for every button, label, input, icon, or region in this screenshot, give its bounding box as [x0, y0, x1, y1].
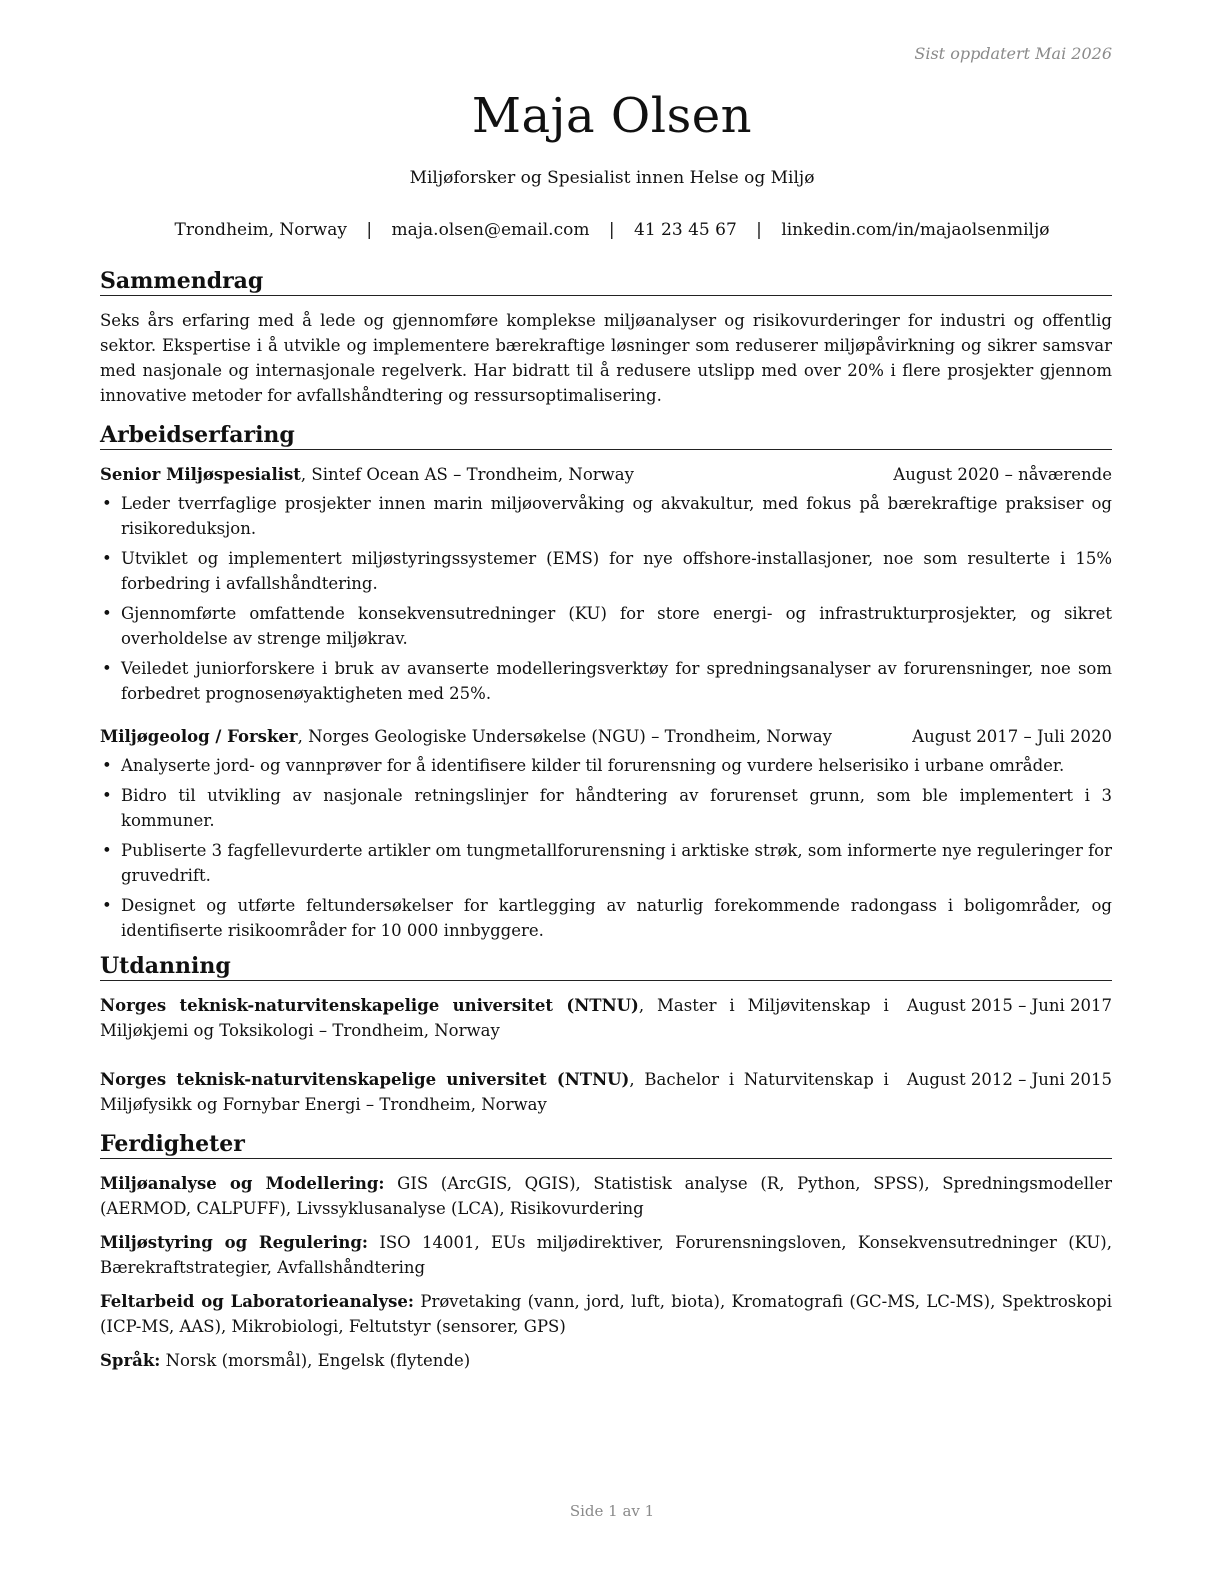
education-school: Norges teknisk-naturvitenskapelige universitet (NTNU) — [100, 1070, 630, 1089]
job-header — [100, 462, 1112, 487]
section-title-skills: Ferdigheter — [100, 1131, 1112, 1159]
skills-section — [100, 1131, 1112, 1373]
education-line — [100, 1067, 907, 1117]
skill-group — [100, 1230, 1112, 1280]
education-school: Norges teknisk-naturvitenskapelige universitet (NTNU) — [100, 996, 639, 1015]
education-header — [100, 993, 1112, 1043]
summary-text: Seks års erfaring med å lede og gjennomføre komplekse miljøanalyser og risikovurderinger for industri og offentlig sektor. Ekspertise i å utvikle og implementere bærekraftige løsninger som reduserer miljøpåvirkning og sikrer samsvar med nasjonale og internasjonale regelverk. Har bidratt til å redusere utslipp med over 20% i flere prosjekter gjennom innovative metoder for avfallshåndtering og ressursoptimalisering. — [100, 311, 1112, 405]
education-dates: August 2012 – Juni 2015 — [906, 1070, 1112, 1089]
section-title-education: Utdanning — [100, 953, 1112, 981]
education-degree: , Master i Miljøvitenskap i Miljøkjemi og Toksikologi – Trondheim, Norway — [100, 996, 889, 1040]
job-bullet: • Analyserte jord- og vannprøver for å identifisere kilder til forurensning og vurdere helserisiko i urbane områder. — [100, 753, 1112, 778]
resume-body — [100, 268, 1112, 1382]
job-role: Miljøgeolog / Forsker — [100, 727, 298, 746]
summary-section — [100, 268, 1112, 408]
education-degree: , Bachelor i Naturvitenskap i Miljøfysikk og Fornybar Energi – Trondheim, Norway — [100, 1070, 889, 1114]
education-entry — [100, 1067, 1112, 1117]
job-title-line — [100, 724, 912, 749]
education-header — [100, 1067, 1112, 1117]
skill-group-text: GIS (ArcGIS, QGIS), Statistisk analyse (R, Python, SPSS), Spredningsmodeller (AERMOD, CALPUFF), Livssyklusanalyse (LCA), Risikovurdering — [100, 1174, 1112, 1218]
contact-line — [0, 220, 1224, 240]
job-bullet: • Bidro til utvikling av nasjonale retningslinjer for håndtering av forurenset grunn, som ble implementert i 3 kommuner. — [100, 783, 1112, 833]
job-entry — [100, 724, 1112, 943]
job-dates: August 2017 – Juli 2020 — [912, 727, 1112, 746]
education-line — [100, 993, 907, 1043]
contact-separator: | — [756, 220, 762, 240]
contact-linkedin[interactable]: linkedin.com/in/majaolsenmiljø — [781, 220, 1050, 240]
candidate-name: Maja Olsen — [471, 88, 753, 144]
job-bullet: • Utviklet og implementert miljøstyringssystemer (EMS) for nye offshore-installasjoner, noe som resulterte i 15% forbedring i avfallshåndtering. — [100, 546, 1112, 596]
skill-group-text: Prøvetaking (vann, jord, luft, biota), Kromatografi (GC-MS, LC-MS), Spektroskopi (ICP-MS, AAS), Mikrobiologi, Feltutstyr (sensorer, GPS) — [100, 1292, 1113, 1336]
last-updated-note: Sist oppdatert Mai 2026 — [914, 44, 1112, 63]
job-bullets — [100, 491, 1112, 706]
job-bullet: • Gjennomførte omfattende konsekvensutredninger (KU) for store energi- og infrastrukturprosjekter, og sikret overholdelse av strenge miljøkrav. — [100, 601, 1112, 651]
job-bullet: • Designet og utførte feltundersøkelser for kartlegging av naturlig forekommende radongass i boligområder, og identifiserte risikoområder for 10 000 innbyggere. — [100, 893, 1112, 943]
job-organization: , Norges Geologiske Undersøkelse (NGU) – Trondheim, Norway — [297, 727, 832, 746]
skill-group-text: Norsk (morsmål), Engelsk (flytende) — [160, 1351, 471, 1370]
skill-group — [100, 1348, 1112, 1373]
education-dates: August 2015 – Juni 2017 — [906, 996, 1112, 1015]
skill-group-text: ISO 14001, EUs miljødirektiver, Forurensningsloven, Konsekvensutredninger (KU), Bærekraftstrategier, Avfallshåndtering — [100, 1233, 1112, 1277]
skill-group — [100, 1289, 1112, 1339]
education-entry — [100, 993, 1112, 1043]
contact-separator: | — [366, 220, 373, 240]
job-title-line — [100, 462, 893, 487]
job-bullet: • Leder tverrfaglige prosjekter innen marin miljøovervåking og akvakultur, med fokus på bærekraftige praksiser og risikoreduksjon. — [100, 491, 1112, 541]
job-organization: , Sintef Ocean AS – Trondheim, Norway — [300, 465, 634, 484]
section-title-summary: Sammendrag — [100, 268, 1112, 296]
contact-email[interactable]: maja.olsen@email.com — [391, 220, 590, 240]
contact-phone[interactable]: 41 23 45 67 — [634, 220, 737, 240]
job-bullets — [100, 753, 1112, 943]
job-role: Senior Miljøspesialist — [100, 465, 301, 484]
contact-separator: | — [608, 220, 615, 240]
page-number: Side 1 av 1 — [569, 1502, 655, 1520]
job-entry — [100, 462, 1112, 706]
skill-group-label: Feltarbeid og Laboratorieanalyse: — [100, 1292, 415, 1311]
job-dates: August 2020 – nåværende — [893, 465, 1112, 484]
job-bullet: • Veiledet juniorforskere i bruk av avanserte modelleringsverktøy for spredningsanalyser av forurensninger, noe som forbedret prognosenøyaktigheten med 25%. — [100, 656, 1112, 706]
job-bullet: • Publiserte 3 fagfellevurderte artikler om tungmetallforurensning i arktiske strøk, som informerte nye reguleringer for gruvedrift. — [100, 838, 1112, 888]
section-title-experience: Arbeidserfaring — [100, 422, 1112, 450]
education-section — [100, 953, 1112, 1117]
professional-headline: Miljøforsker og Spesialist innen Helse og Miljø — [409, 168, 815, 188]
skill-group-label: Miljøstyring og Regulering: — [100, 1233, 369, 1252]
skill-group-label: Miljøanalyse og Modellering: — [100, 1174, 385, 1193]
job-header — [100, 724, 1112, 749]
experience-section — [100, 422, 1112, 943]
contact-location: Trondheim, Norway — [174, 220, 347, 240]
skill-group — [100, 1171, 1112, 1221]
skill-group-label: Språk: — [100, 1351, 161, 1370]
